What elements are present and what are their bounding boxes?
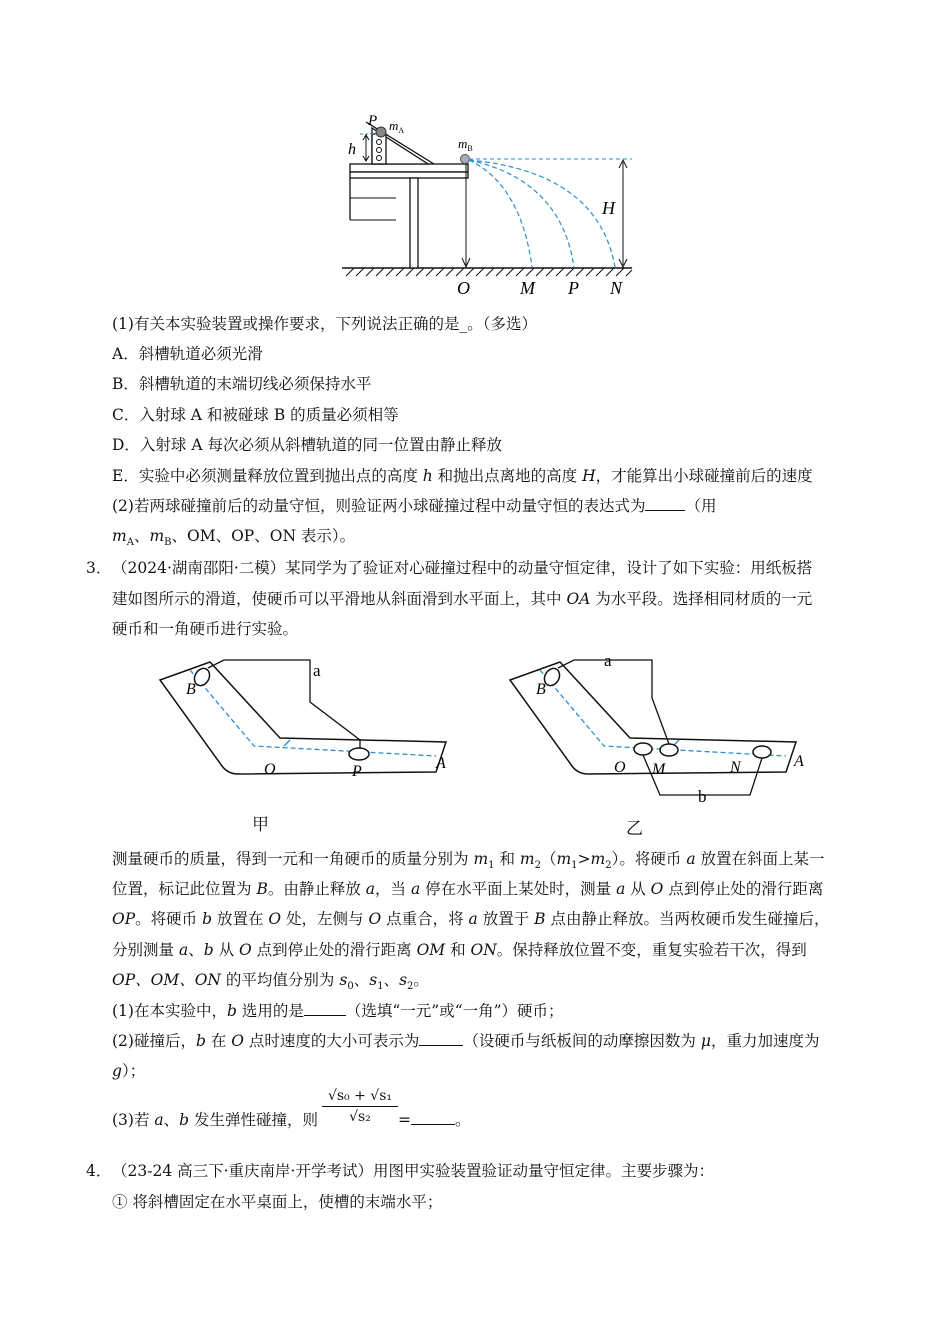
q3-intro-3: 硬币和一角硬币进行实验。 <box>112 620 299 638</box>
q3-number: 3． <box>86 559 112 577</box>
slide-figure-yi <box>500 650 820 810</box>
q4-number: 4． <box>86 1162 112 1180</box>
label-M: M <box>520 278 535 298</box>
fig-jia-label-a: a <box>313 661 321 680</box>
label-P-ground: P <box>568 278 579 298</box>
q3-body-3: OP。将硬币 b 放置在 O 处，左侧与 O 点重合，将 a 放置于 B 点由静止释放。当两枚硬币发生碰撞后， <box>112 910 830 928</box>
fig-yi-label-O: O <box>614 759 626 776</box>
caption-yi: 乙 <box>626 819 643 839</box>
label-H: H <box>602 198 615 218</box>
q3-body-1: 测量硬币的质量，得到一元和一角硬币的质量分别为 $m_1$ 和 $m_2(m_1>m_2)$。将硬币 a 放置在斜面上某一 <box>112 850 825 872</box>
q3-question-1: (1)在本实验中，b 选用的是 （选填“一元”或“一角”）硬币； <box>112 1002 564 1020</box>
label-N: N <box>610 278 623 298</box>
label-h: h <box>348 141 356 158</box>
ratio-fraction <box>322 1088 398 1125</box>
fig-yi-label-N: N <box>730 759 741 776</box>
fig-jia-label-P: P <box>352 763 362 780</box>
q4-intro: （23-24 高三下·重庆南岸·开学考试）用图甲实验装置验证动量守恒定律。主要步骤为： <box>112 1162 714 1180</box>
q3-body-5: OP、OM、ON 的平均值分别为 $s_0$、$s_1$、$s_2$。 <box>112 971 429 993</box>
q2-part1: (1)有关本实验装置或操作要求，下列说法正确的是_。（多选） <box>112 315 537 333</box>
label-mB: $m_B$ <box>458 136 473 153</box>
q3-question-2: (2)碰撞后，b 在 O 点时速度的大小可表示为 （设硬币与纸板间的动摩擦因数为 μ，重力加速度为 <box>112 1032 820 1050</box>
q3-intro-1: （2024·湖南邵阳·二模）某同学为了验证对心碰撞过程中的动量守恒定律，设计了如下实验：用纸板搭 <box>112 559 813 577</box>
fraction-denominator: √s₂ <box>349 1109 371 1125</box>
q4-step-1: ① 将斜槽固定在水平桌面上，使槽的末端水平； <box>112 1193 443 1211</box>
q2-option-a: A．斜槽轨道必须光滑 <box>112 345 263 363</box>
fig-jia-label-O: O <box>264 761 276 778</box>
q3-question-2-cont: g）； <box>112 1062 146 1080</box>
fig-yi-label-B: B <box>536 681 546 698</box>
label-mA: $m_A$ <box>389 118 405 135</box>
fig-yi-label-a: a <box>604 651 612 670</box>
q2-option-b: B．斜槽轨道的末端切线必须保持水平 <box>112 375 372 393</box>
q2-option-c: C．入射球 A 和被碰球 B 的质量必须相等 <box>112 406 399 424</box>
fig-yi-label-b: b <box>698 787 707 806</box>
q2-option-e: E．实验中必须测量释放位置到抛出点的高度 h 和抛出点离地的高度 H，才能算出小球碰撞前后的速度 <box>112 467 813 485</box>
q3-intro-2: 建如图所示的滑道，使硬币可以平滑地从斜面滑到水平面上，其中 OA 为水平段。选择相同材质的一元 <box>112 590 813 608</box>
q2-option-d: D．入射球 A 每次必须从斜槽轨道的同一位置由静止释放 <box>112 436 502 454</box>
slide-figure-jia <box>150 650 460 790</box>
fig-jia-label-A: A <box>436 755 446 772</box>
fraction-numerator: √s₀ + √s₁ <box>322 1088 398 1107</box>
q2-part2-cont: $m_A$、$m_B$、OM、OP、ON 表示）。 <box>112 527 356 549</box>
q2-part2: (2)若两球碰撞前后的动量守恒，则验证两小球碰撞过程中动量守恒的表达式为 （用 <box>112 497 717 515</box>
fig-yi-label-A: A <box>794 753 804 770</box>
label-P: P <box>368 113 378 129</box>
caption-jia: 甲 <box>252 815 269 835</box>
fig-jia-label-B: B <box>186 681 196 698</box>
fig-yi-label-M: M <box>652 761 666 778</box>
q3-question-3: (3)若 a、b 发生弹性碰撞，则 = 。 <box>112 1111 471 1129</box>
q3-body-4: 分别测量 a、b 从 O 点到停止处的滑行距离 OM 和 ON。保持释放位置不变，重复实验若干次，得到 <box>112 941 807 959</box>
projectile-apparatus-figure <box>336 110 636 300</box>
label-O: O <box>457 278 470 298</box>
q3-body-2: 位置，标记此位置为 B。由静止释放 a，当 a 停在水平面上某处时，测量 a 从 O 点到停止处的滑行距离 <box>112 880 824 898</box>
